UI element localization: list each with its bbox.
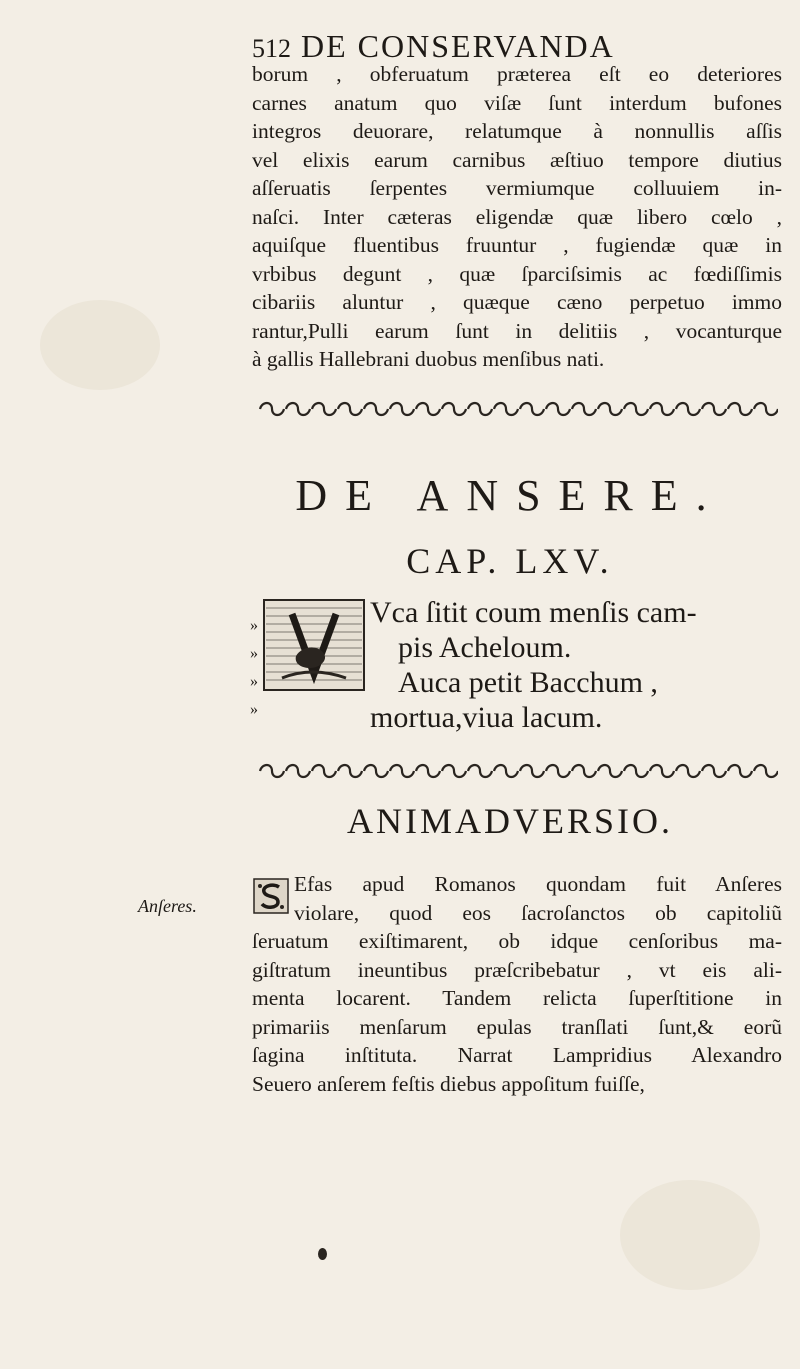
ornament-scroll <box>650 765 674 777</box>
ornament-scroll <box>702 403 726 415</box>
ornament-rule <box>258 760 778 782</box>
ornament-scroll <box>572 765 596 777</box>
ornament-scroll <box>390 765 414 777</box>
ornament-scroll <box>598 765 622 777</box>
ornament-scroll <box>702 765 726 777</box>
ornament-scroll <box>338 765 362 777</box>
ornament-scroll <box>676 403 700 415</box>
ornament-scroll <box>520 765 544 777</box>
ornament-scroll <box>260 403 284 415</box>
text-line: vrbibus degunt , quæ ſparciſsimis ac fœdiſſimis <box>252 261 782 286</box>
chapter-title: DE ANSERE. <box>295 471 725 520</box>
ornament-scroll <box>520 403 544 415</box>
ornament-scroll <box>416 765 440 777</box>
ornament-scroll <box>598 403 622 415</box>
quote-mark: » <box>250 617 258 634</box>
margin-note: Anſeres. <box>138 896 197 916</box>
running-title: DE CONSERVANDA <box>301 28 615 64</box>
ornament-scroll <box>260 765 284 777</box>
ornament-scroll <box>728 403 752 415</box>
ornament-scroll <box>728 765 752 777</box>
ornament-scroll <box>754 765 778 777</box>
text-line: primariis menſarum epulas tranſlati ſunt,& eorũ <box>252 1014 782 1039</box>
ornament-rule <box>258 398 778 420</box>
ornament-scroll <box>494 403 518 415</box>
text-line: aſſeruatis ſerpentes vermiumque colluuiem in- <box>252 176 782 200</box>
decorated-initial-v <box>262 598 366 692</box>
ornament-scroll <box>312 403 336 415</box>
verse-line: mortua,viua lacum. <box>370 701 603 734</box>
text-line: menta locarent. Tandem relicta ſuperſtitione in <box>252 986 782 1010</box>
ornament-scroll <box>572 403 596 415</box>
text-line: à gallis Hallebrani duobus menſibus nati. <box>252 347 605 371</box>
verse-line: Vca ſitit coum menſis cam- <box>370 596 697 629</box>
ornament-scroll <box>546 403 570 415</box>
text-line: aquiſque fluentibus fruuntur , fugiendæ quæ in <box>252 233 782 257</box>
paper-stain <box>620 1180 760 1290</box>
text-line: vel elixis earum carnibus æſtiuo tempore diutius <box>252 147 782 172</box>
text-line: violare, quod eos ſacroſanctos ob capitoliũ <box>294 900 782 925</box>
paragraph-1 <box>252 60 782 374</box>
verse-line: pis Acheloum. <box>398 631 572 664</box>
ornament-scroll <box>390 403 414 415</box>
ornament-scroll <box>754 403 778 415</box>
text-line: cibariis aluntur , quæque cæno perpetuo immo <box>252 290 782 314</box>
ornament-scroll <box>286 765 310 777</box>
text-line: borum , obferuatum præterea eſt eo deteriores <box>252 62 782 86</box>
chapter-number: CAP. LXV. <box>406 541 614 581</box>
text-line: carnes anatum quo viſæ ſunt interdum bufones <box>252 90 782 115</box>
ornament-scroll <box>468 765 492 777</box>
text-line: Seuero anſerem feſtis diebus appoſitum fuiſſe, <box>252 1071 645 1096</box>
ornament-scroll <box>468 403 492 415</box>
text-line: naſci. Inter cæteras eligendæ quæ libero cœlo , <box>252 204 782 229</box>
text-line: Efas apud Romanos quondam fuit Anſeres <box>294 872 782 896</box>
verse-line: Auca petit Bacchum , <box>398 666 658 699</box>
paper-stain <box>40 300 160 390</box>
ornament-scroll <box>442 403 466 415</box>
paragraph-2 <box>252 870 782 1098</box>
quote-mark: » <box>250 645 258 662</box>
text-line: giſtratum ineuntibus præſcribebatur , vt eis ali- <box>252 957 782 982</box>
ornament-scroll <box>364 403 388 415</box>
ornament-scroll <box>494 765 518 777</box>
ornament-scroll <box>676 765 700 777</box>
quote-mark: » <box>250 673 258 690</box>
ornament-scroll <box>624 765 648 777</box>
ornament-scroll <box>624 403 648 415</box>
text-line: rantur,Pulli earum ſunt in delitiis , vocanturque <box>252 318 782 343</box>
text-line: ſagina inſtituta. Narrat Lampridius Alexandro <box>252 1043 782 1067</box>
ornament-scroll <box>650 403 674 415</box>
verse-epigram <box>370 595 790 735</box>
ornament-scroll <box>546 765 570 777</box>
ornament-scroll <box>416 403 440 415</box>
section-title: ANIMADVERSIO. <box>347 801 673 841</box>
text-line: integros deuorare, relatumque à nonnullis aſſis <box>252 119 782 143</box>
ornament-scroll <box>338 403 362 415</box>
ornament-scroll <box>286 403 310 415</box>
page-number: 512 <box>252 34 291 63</box>
ornament-scroll <box>312 765 336 777</box>
quote-mark: » <box>250 701 258 718</box>
ink-dot <box>318 1248 327 1260</box>
ornament-scroll <box>442 765 466 777</box>
ornament-scroll <box>364 765 388 777</box>
text-line: ſeruatum exiſtimarent, ob idque cenſoribus ma- <box>252 929 782 953</box>
